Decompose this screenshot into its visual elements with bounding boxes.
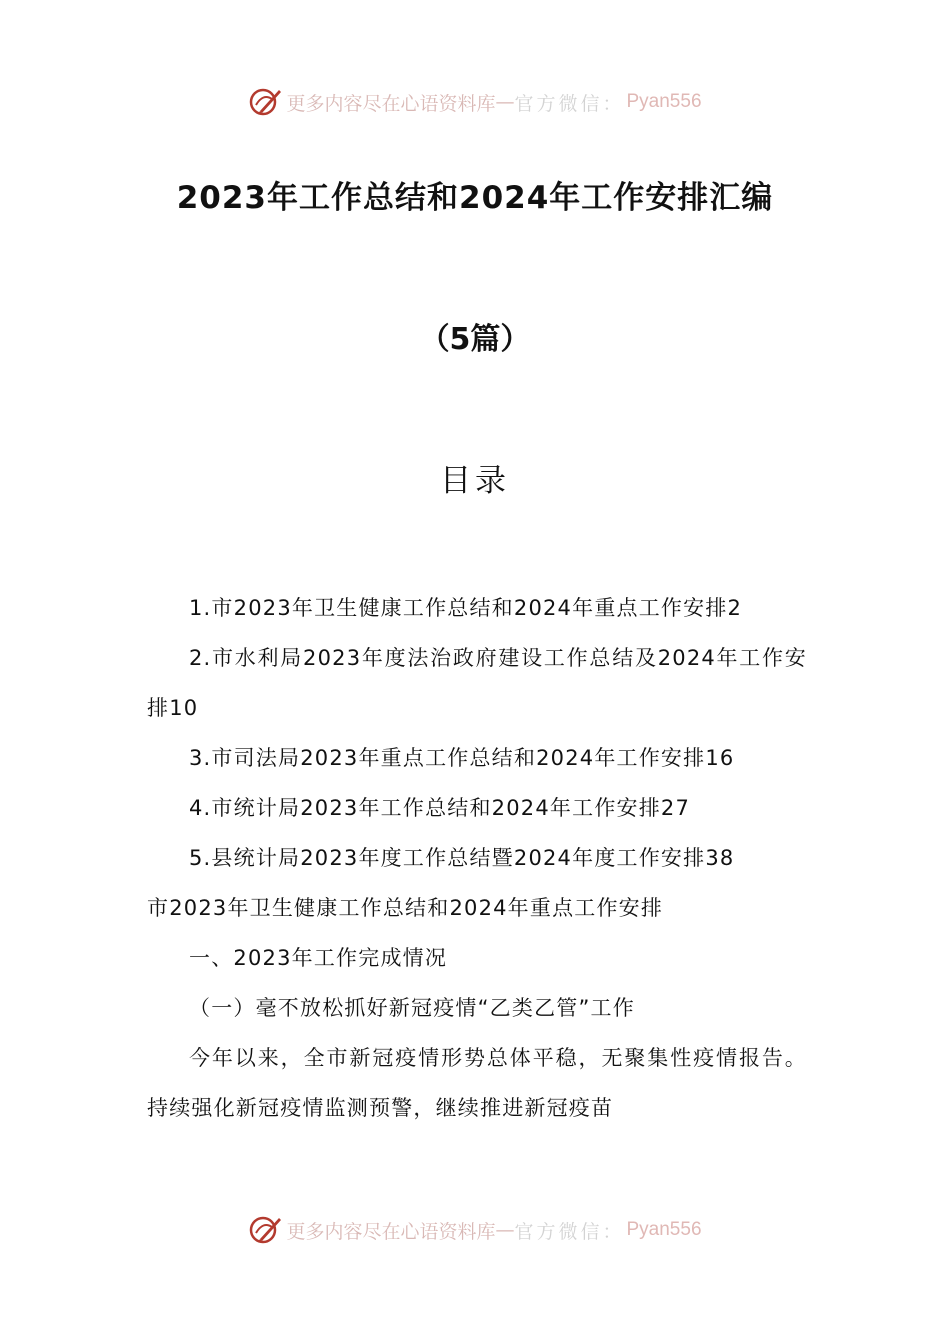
toc-entry-page: 27 <box>660 796 691 820</box>
section-heading: 一、2023年工作完成情况 <box>189 946 448 970</box>
toc-entry-label: 2.市水利局2023年度法治政府建设工作总结及2024年工作安排 <box>147 646 807 720</box>
watermark-slogan: 更多内容尽在心语资料库 <box>286 92 496 115</box>
toc-entry-label: 3.市司法局2023年重点工作总结和2024年工作安排 <box>189 746 706 770</box>
subsection-heading: （一）毫不放松抓好新冠疫情“乙类乙管”工作 <box>189 996 635 1020</box>
toc-entry[interactable] <box>147 733 807 783</box>
toc-entry-label: 5.县统计局2023年度工作总结暨2024年度工作安排 <box>189 846 706 870</box>
toc-entry[interactable] <box>147 833 807 883</box>
toc-entry-page: 2 <box>727 596 743 620</box>
watermark-wechat-id: Pyan556 <box>626 91 702 112</box>
toc-entry[interactable] <box>147 633 807 733</box>
document-subtitle: （5篇） <box>419 322 531 357</box>
document-body <box>147 583 807 1133</box>
toc-heading: 目录 <box>440 463 510 499</box>
pen-logo-icon <box>248 1213 282 1247</box>
article-title: 市2023年卫生健康工作总结和2024年重点工作安排 <box>147 896 664 920</box>
watermark-separator: — <box>495 91 515 113</box>
toc-entry-page: 16 <box>705 746 735 770</box>
watermark-slogan: 更多内容尽在心语资料库 <box>286 1220 496 1243</box>
watermark-banner-bottom <box>0 1210 950 1250</box>
watermark-separator: — <box>495 1219 515 1241</box>
toc-entry-page: 38 <box>705 846 735 870</box>
watermark-banner-top <box>0 82 950 122</box>
toc-entry-page: 10 <box>169 696 199 720</box>
body-paragraph: 今年以来，全市新冠疫情形势总体平稳，无聚集性疫情报告。持续强化新冠疫情监测预警，继续推进新冠疫苗 <box>147 1046 807 1120</box>
watermark-wechat-label: 官方微信： <box>514 1220 625 1243</box>
toc-entry[interactable] <box>147 583 807 633</box>
toc-entry[interactable] <box>147 783 807 833</box>
pen-logo-icon <box>248 85 282 119</box>
toc-entry-label: 4.市统计局2023年工作总结和2024年工作安排 <box>189 796 661 820</box>
document-title: 2023年工作总结和2024年工作安排汇编 <box>176 180 774 216</box>
watermark-wechat-id: Pyan556 <box>626 1219 702 1240</box>
watermark-wechat-label: 官方微信： <box>514 92 625 115</box>
toc-entry-label: 1.市2023年卫生健康工作总结和2024年重点工作安排 <box>189 596 728 620</box>
